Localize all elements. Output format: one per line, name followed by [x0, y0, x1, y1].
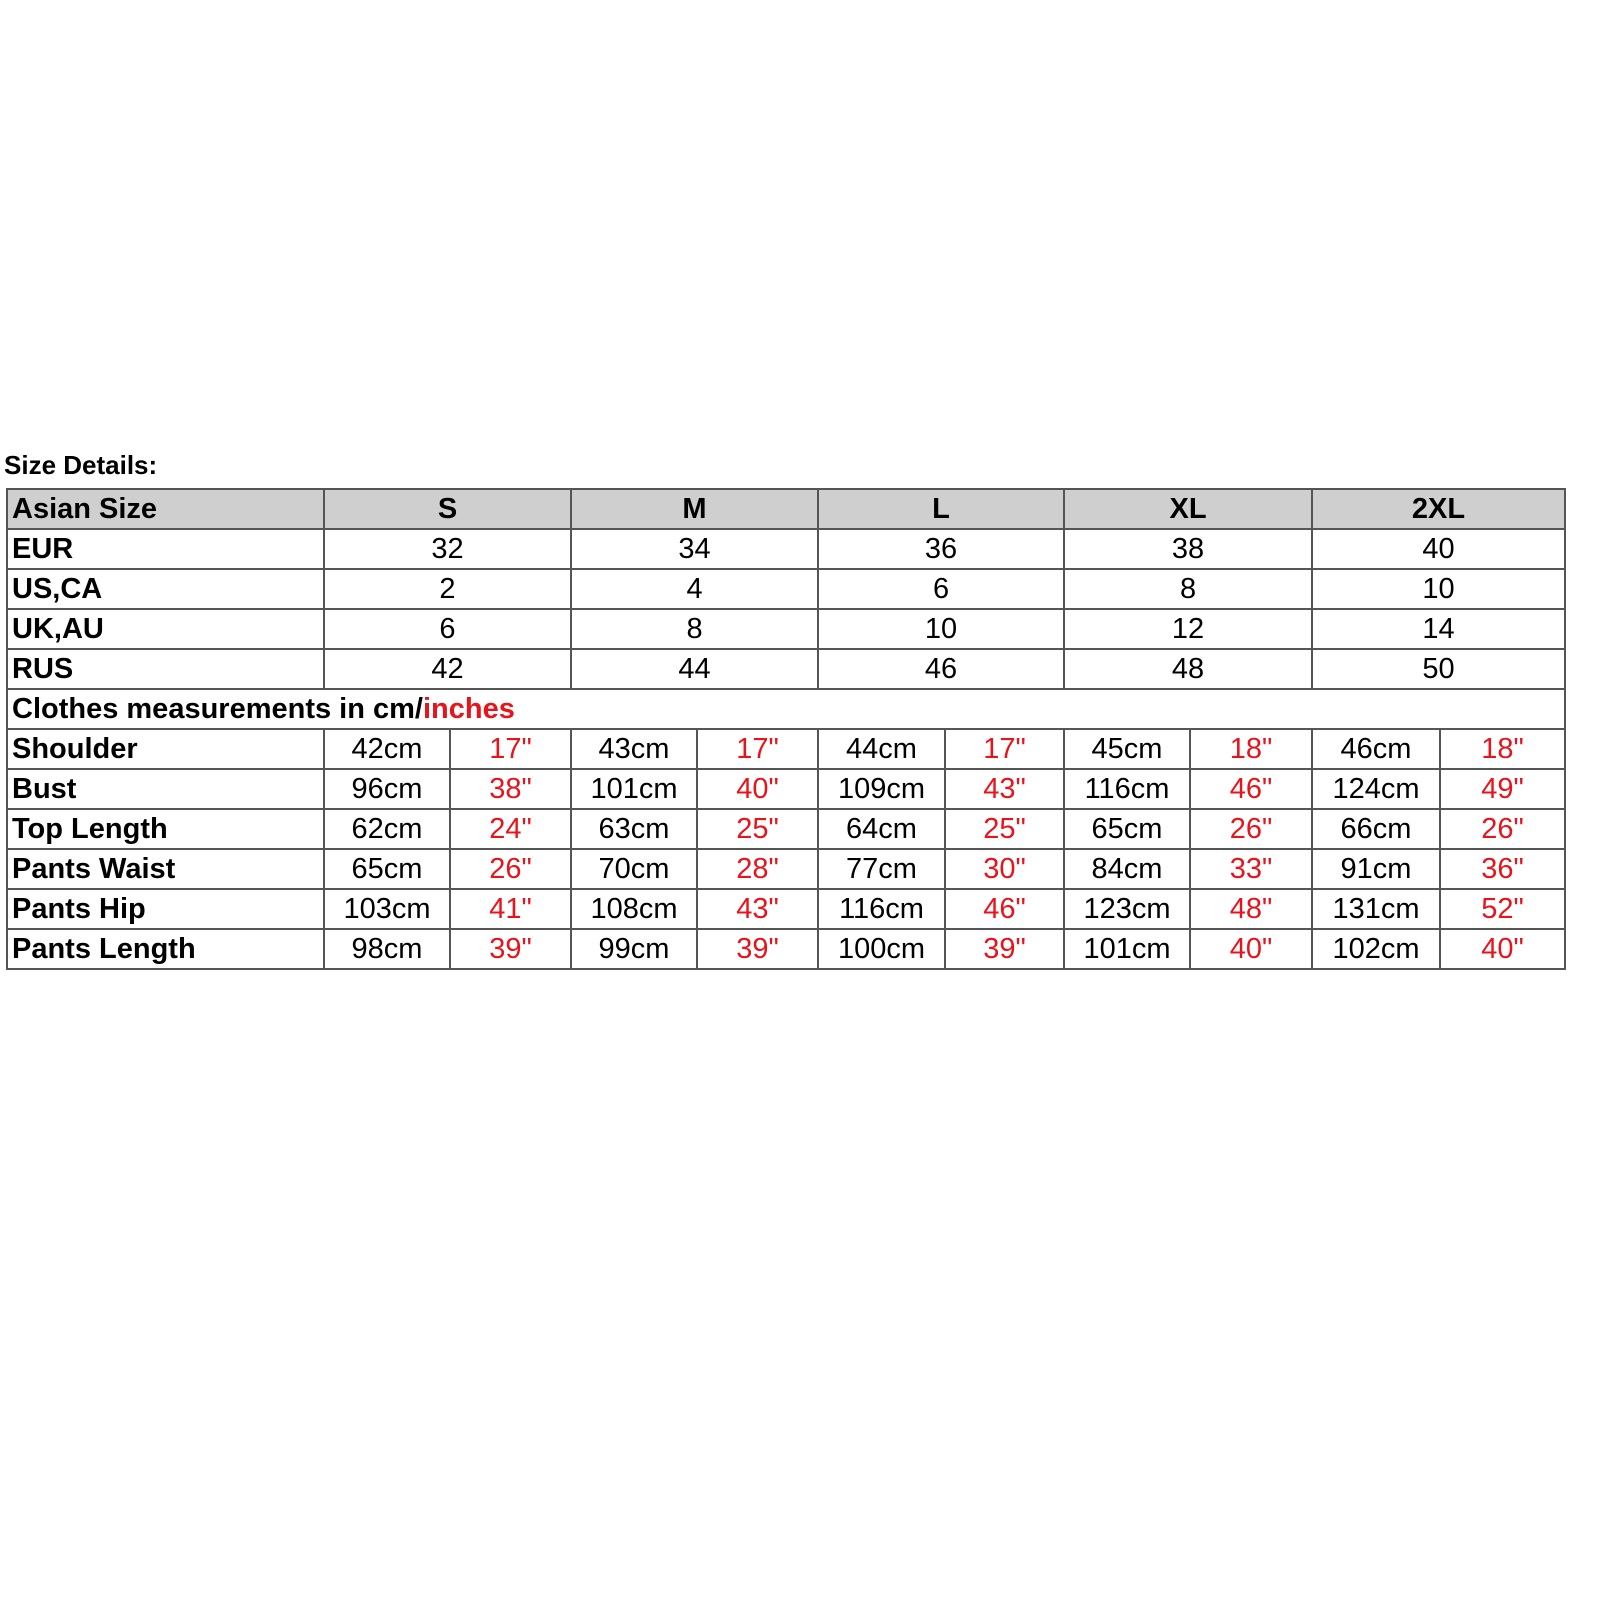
size-value-cell: 4 — [571, 569, 818, 609]
section-heading-prefix: Clothes measurements in cm/ — [12, 693, 423, 725]
size-value-cell: 14 — [1312, 609, 1565, 649]
cm-value-cell: 116cm — [818, 889, 945, 929]
inch-value-cell: 17" — [697, 729, 818, 769]
inch-value-cell: 24" — [450, 809, 571, 849]
cm-value-cell: 70cm — [571, 849, 697, 889]
inch-value-cell: 26" — [1190, 809, 1312, 849]
size-value-cell: 8 — [571, 609, 818, 649]
row-label: Top Length — [7, 809, 324, 849]
measurement-row — [7, 729, 1565, 769]
header-row — [7, 489, 1565, 529]
row-label: US,CA — [7, 569, 324, 609]
size-value-cell: 38 — [1064, 529, 1312, 569]
inch-value-cell: 39" — [945, 929, 1064, 969]
inch-value-cell: 39" — [450, 929, 571, 969]
inch-value-cell: 46" — [1190, 769, 1312, 809]
size-value-cell: 40 — [1312, 529, 1565, 569]
inch-value-cell: 36" — [1440, 849, 1565, 889]
row-label: Pants Waist — [7, 849, 324, 889]
row-label: EUR — [7, 529, 324, 569]
inch-value-cell: 48" — [1190, 889, 1312, 929]
measurement-row — [7, 929, 1565, 969]
cm-value-cell: 116cm — [1064, 769, 1190, 809]
size-header-xl: XL — [1064, 489, 1312, 529]
size-value-cell: 50 — [1312, 649, 1565, 689]
inch-value-cell: 39" — [697, 929, 818, 969]
cm-value-cell: 99cm — [571, 929, 697, 969]
row-label: UK,AU — [7, 609, 324, 649]
cm-value-cell: 66cm — [1312, 809, 1440, 849]
size-value-cell: 36 — [818, 529, 1064, 569]
section-heading — [7, 689, 1565, 729]
inch-value-cell: 41" — [450, 889, 571, 929]
row-label: RUS — [7, 649, 324, 689]
cm-value-cell: 123cm — [1064, 889, 1190, 929]
cm-value-cell: 46cm — [1312, 729, 1440, 769]
page-title: Size Details: — [4, 450, 158, 480]
cm-value-cell: 44cm — [818, 729, 945, 769]
size-value-cell: 10 — [1312, 569, 1565, 609]
conversion-row — [7, 609, 1565, 649]
inch-value-cell: 17" — [945, 729, 1064, 769]
cm-value-cell: 131cm — [1312, 889, 1440, 929]
inch-value-cell: 25" — [945, 809, 1064, 849]
inch-value-cell: 33" — [1190, 849, 1312, 889]
conversion-row — [7, 569, 1565, 609]
row-label: Pants Length — [7, 929, 324, 969]
size-value-cell: 46 — [818, 649, 1064, 689]
cm-value-cell: 64cm — [818, 809, 945, 849]
inch-value-cell: 40" — [1190, 929, 1312, 969]
size-chart-table — [6, 488, 1566, 970]
cm-value-cell: 42cm — [324, 729, 450, 769]
inch-value-cell: 38" — [450, 769, 571, 809]
row-label: Pants Hip — [7, 889, 324, 929]
cm-value-cell: 98cm — [324, 929, 450, 969]
row-label: Bust — [7, 769, 324, 809]
cm-value-cell: 77cm — [818, 849, 945, 889]
cm-value-cell: 124cm — [1312, 769, 1440, 809]
cm-value-cell: 109cm — [818, 769, 945, 809]
size-value-cell: 32 — [324, 529, 571, 569]
inch-value-cell: 43" — [697, 889, 818, 929]
inch-value-cell: 25" — [697, 809, 818, 849]
measurement-row — [7, 849, 1565, 889]
size-header-s: S — [324, 489, 571, 529]
section-heading-inches: inches — [422, 693, 515, 725]
conversion-row — [7, 649, 1565, 689]
size-value-cell: 6 — [818, 569, 1064, 609]
inch-value-cell: 46" — [945, 889, 1064, 929]
cm-value-cell: 108cm — [571, 889, 697, 929]
size-value-cell: 8 — [1064, 569, 1312, 609]
inch-value-cell: 28" — [697, 849, 818, 889]
inch-value-cell: 40" — [697, 769, 818, 809]
cm-value-cell: 101cm — [571, 769, 697, 809]
size-value-cell: 42 — [324, 649, 571, 689]
section-row — [7, 689, 1565, 729]
size-value-cell: 12 — [1064, 609, 1312, 649]
cm-value-cell: 65cm — [1064, 809, 1190, 849]
measurement-row — [7, 889, 1565, 929]
cm-value-cell: 45cm — [1064, 729, 1190, 769]
inch-value-cell: 18" — [1190, 729, 1312, 769]
cm-value-cell: 63cm — [571, 809, 697, 849]
cm-value-cell: 84cm — [1064, 849, 1190, 889]
cm-value-cell: 101cm — [1064, 929, 1190, 969]
cm-value-cell: 62cm — [324, 809, 450, 849]
size-header-l: L — [818, 489, 1064, 529]
inch-value-cell: 26" — [1440, 809, 1565, 849]
cm-value-cell: 65cm — [324, 849, 450, 889]
size-header-2xl: 2XL — [1312, 489, 1565, 529]
size-value-cell: 6 — [324, 609, 571, 649]
row-label: Shoulder — [7, 729, 324, 769]
cm-value-cell: 100cm — [818, 929, 945, 969]
size-value-cell: 44 — [571, 649, 818, 689]
cm-value-cell: 102cm — [1312, 929, 1440, 969]
inch-value-cell: 43" — [945, 769, 1064, 809]
inch-value-cell: 17" — [450, 729, 571, 769]
header-label: Asian Size — [7, 489, 324, 529]
inch-value-cell: 52" — [1440, 889, 1565, 929]
size-value-cell: 48 — [1064, 649, 1312, 689]
size-value-cell: 2 — [324, 569, 571, 609]
size-value-cell: 10 — [818, 609, 1064, 649]
size-header-m: M — [571, 489, 818, 529]
cm-value-cell: 96cm — [324, 769, 450, 809]
cm-value-cell: 103cm — [324, 889, 450, 929]
inch-value-cell: 26" — [450, 849, 571, 889]
size-value-cell: 34 — [571, 529, 818, 569]
inch-value-cell: 18" — [1440, 729, 1565, 769]
cm-value-cell: 43cm — [571, 729, 697, 769]
conversion-row — [7, 529, 1565, 569]
cm-value-cell: 91cm — [1312, 849, 1440, 889]
measurement-row — [7, 769, 1565, 809]
inch-value-cell: 49" — [1440, 769, 1565, 809]
measurement-row — [7, 809, 1565, 849]
inch-value-cell: 30" — [945, 849, 1064, 889]
inch-value-cell: 40" — [1440, 929, 1565, 969]
